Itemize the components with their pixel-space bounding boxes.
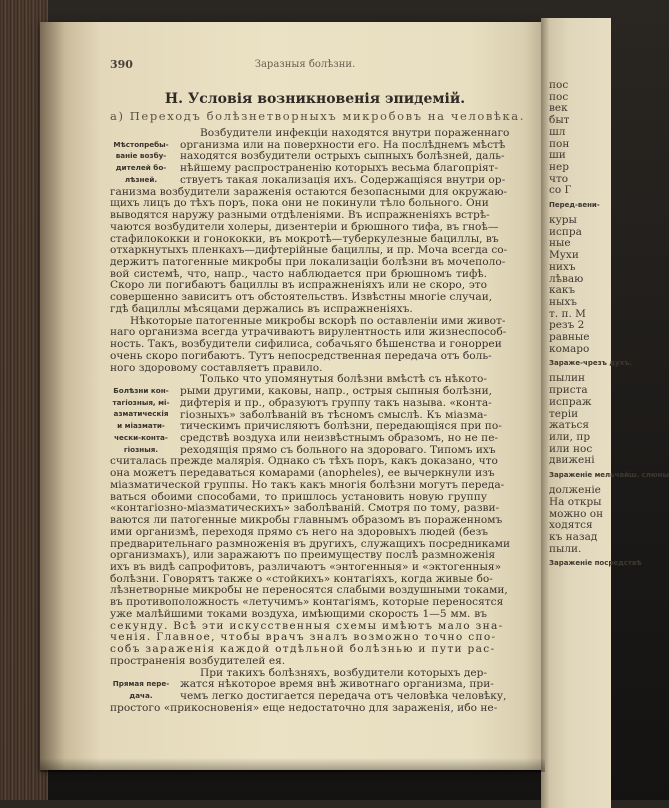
right-text-fragment: или нос	[549, 442, 593, 455]
right-text-fragment: шл	[549, 125, 566, 138]
right-text-fragment: лѣваю	[549, 272, 584, 285]
margin-note-line: тагіозныя, мі-	[112, 397, 170, 407]
subsection-title: а) Переходъ болѣзнетворныхъ микробовъ на человѣка.	[110, 109, 525, 123]
right-text-fragment: комаро	[549, 342, 590, 355]
running-head: Заразныя болѣзни.	[254, 59, 356, 70]
right-text-fragment: движені	[549, 454, 595, 467]
text-line: міазматической группы. Но такъ какъ многія болѣзни могутъ переда-	[110, 478, 505, 491]
margin-note-line: дителей бо-	[115, 163, 167, 173]
right-margin-note: Зараже-чрезъ духъ.	[549, 359, 633, 368]
text-line: щихъ лицъ до тѣхъ поръ, пока они не покинули тѣло больного. Они	[110, 197, 489, 210]
page-bottom-shadow	[40, 758, 545, 772]
text-line: реходящія прямо съ больного на здороваго. Типомъ ихъ	[180, 443, 496, 456]
right-text-fragment: Мухи	[549, 249, 579, 262]
text-line: Скоро ли погибаютъ бациллы въ испражненіяхъ или не скоро, это	[110, 279, 487, 292]
text-line: организмахъ), или заражаютъ по преимуществу послѣ размноженія	[110, 549, 496, 562]
right-text-fragment: можно он	[549, 507, 604, 520]
right-text-fragment: пос	[549, 90, 569, 103]
text-line: нѣйшему распространенію которыхъ весьма благопріят-	[180, 162, 499, 175]
text-line: Только что упомянутыя болѣзни вмѣстѣ съ нѣкото-	[200, 373, 487, 386]
text-line: держитъ патогенные микробы при локализаціи болѣзни въ мочеполо-	[110, 256, 506, 269]
right-text-fragment: со Г	[549, 184, 572, 197]
text-line: рыми другими, каковы, напр., острыя сыпныя болѣзни,	[180, 385, 492, 398]
text-line: совершенно зависитъ отъ обстоятельствъ. Извѣстны многіе случаи,	[110, 291, 493, 304]
text-line: гдѣ бациллы мѣсяцами держались въ испражненіяхъ.	[110, 302, 413, 315]
right-text-fragment: т. п. М	[549, 307, 586, 320]
text-line: «контагіозно-міазматическихъ» заболѣваній. Смотря по тому, разви-	[110, 502, 500, 515]
text-line: болѣзни. Говорятъ также о «стойкихъ» контагіяхъ, когда живые бо-	[110, 572, 493, 585]
right-text-fragment: пон	[549, 137, 570, 150]
text-line: выводятся наружу разными отдѣленіями. Въ испражненіяхъ встрѣ-	[110, 209, 490, 222]
margin-note-line: Болѣзни кон-	[113, 386, 169, 396]
right-page	[541, 18, 669, 808]
text-line: ими организмѣ, переходя прямо съ него на здоровыхъ людей (безъ	[110, 525, 489, 538]
margin-note-line: дача.	[129, 691, 153, 700]
text-line: тическимъ причисляютъ болѣзни, передающіяся при по-	[180, 420, 502, 433]
right-text-fragment: теріи	[549, 407, 579, 420]
page-number: 390	[110, 58, 133, 71]
text-line: дифтерія и пр., образуютъ группу такъ называ. «конта-	[180, 396, 492, 409]
right-text-fragment: къ назад	[549, 530, 598, 543]
text-line: вой системѣ, что, напр., часто наблюдается при брюшномъ тифѣ.	[110, 267, 487, 280]
text-line: ность. Такъ, возбудители сифилиса, собачьяго бѣшенства и гонорреи	[110, 338, 502, 351]
right-text-fragment: испраж	[549, 395, 592, 408]
text-line: Возбудители инфекціи находятся внутри пораженнаго	[200, 127, 510, 139]
left-page	[40, 22, 545, 770]
text-line: отхаркнутыхъ пленкахъ—дифтерійные бациллы, и пр. Моча всегда со-	[110, 244, 508, 257]
right-text-fragment: или, пр	[549, 430, 591, 443]
right-text-fragment: что	[549, 172, 569, 185]
right-text-fragment: На откры	[549, 495, 602, 508]
right-text-fragment: испра	[549, 225, 582, 238]
text-line: простого «прикосновенія» еще недостаточно для зараженія, ибо не-	[110, 701, 498, 714]
text-line: собъ зараженія каждой отдѣльной болѣзнью и пути рас-	[110, 643, 496, 656]
text-line: чаются возбудители холеры, дизентеріи и брюшного тифа, въ гноѣ—	[110, 220, 499, 233]
text-line: Нѣкоторые патогенные микробы вскорѣ по оставленіи ими живот-	[130, 314, 506, 327]
text-line: предварительнаго размноженія въ другихъ, служащихъ посредниками	[110, 537, 511, 550]
margin-note	[106, 139, 176, 186]
text-line: лѣзнетворные микробы не переносятся слабыми воздушными токами,	[110, 584, 508, 597]
right-text-fragment: ши	[549, 149, 566, 162]
text-line: уже малѣйшими токами воздуха, имѣющими скорость 1—5 мм. въ	[110, 607, 487, 620]
right-text-fragment: нер	[549, 160, 569, 173]
margin-note	[106, 385, 176, 455]
text-line: ихъ въ видѣ сапрофитовъ, различаютъ «энтогенныя» и «эктогенныя»	[110, 561, 502, 573]
text-line: ваются ли патогенные микробы главнымъ образомъ въ пораженномъ	[110, 514, 503, 527]
right-text-fragment: ныхъ	[549, 295, 577, 308]
margin-note-line: и міазмати-	[117, 421, 165, 431]
text-line: наго организма всегда утрачиваютъ вирулентность или жизнеспособ-	[110, 326, 507, 339]
margin-note-line: гіозныя.	[123, 444, 159, 454]
right-text-fragment: какъ	[549, 284, 576, 297]
text-line: ганизма возбудители зараженія остаются безопасными для окружаю-	[110, 185, 508, 198]
text-line: въ противоположность «летучимъ» контагіямъ, которые переносятся	[110, 596, 504, 609]
right-margin-note: Зараженіе мельчайш. слюны	[549, 471, 669, 480]
right-text-fragment: ходятся	[549, 519, 593, 532]
right-margin-note: Перед-вени-	[549, 201, 600, 210]
right-text-fragment: ные	[549, 237, 571, 250]
text-line: ваться обоими способами, то пришлось установить новую группу	[110, 490, 487, 503]
text-line: жатся нѣкоторое время внѣ животнаго организма, при-	[180, 678, 494, 691]
text-line: ного здоровому составляетъ правило.	[110, 361, 323, 374]
margin-note-line: Мѣстопребы-	[113, 139, 169, 149]
right-text-fragment: равные	[549, 331, 590, 344]
text-line: она можетъ передаваться комарами (anopheles), ее вычеркнули изъ	[110, 467, 495, 480]
right-text-fragment: долженіе	[549, 484, 601, 497]
margin-note-line: Прямая пере-	[112, 679, 170, 689]
text-line: пространенія возбудителей ея.	[110, 654, 286, 667]
right-text-fragment: пылин	[549, 372, 586, 385]
right-text-fragment: пыли.	[549, 542, 582, 555]
text-line: организма или на поверхности его. На послѣднемъ мѣстѣ	[180, 138, 506, 151]
right-text-fragment: жаться	[549, 419, 589, 432]
right-text-fragment: быт	[549, 114, 570, 127]
right-text-fragment: куры	[549, 214, 577, 227]
right-text-fragment: пос	[549, 79, 569, 91]
text-line: очень скоро погибаютъ. Тутъ непосредственная передача отъ боль-	[110, 349, 492, 362]
text-line: считалась прежде малярія. Однако съ тѣхъ поръ, какъ доказано, что	[110, 455, 498, 468]
section-title: Н. Условія возникновенія эпидемій.	[164, 91, 466, 107]
text-line: секунду. Всѣ эти искусственныя схемы имѣютъ мало зна-	[110, 619, 504, 632]
margin-note	[106, 678, 176, 701]
text-line: средствѣ воздуха или неизвѣстнымъ образомъ, но не пе-	[180, 431, 499, 444]
right-text-fragment: нихъ	[549, 260, 576, 273]
margin-note-line: азматическія	[113, 409, 169, 419]
right-text-fragment: век	[549, 102, 568, 115]
text-line: чемъ легко достигается передача отъ человѣка человѣку,	[180, 690, 507, 703]
text-line: стафилококки и гонококки, въ мокротѣ—туберкулезные бациллы, въ	[110, 232, 499, 245]
margin-note-line: ваніе возбу-	[115, 151, 167, 161]
text-line: При такихъ болѣзняхъ, возбудители которыхъ дер-	[200, 666, 487, 679]
text-line: ченія. Главное, чтобы врачъ зналъ возможно точно спо-	[110, 631, 497, 644]
margin-note-line: лѣзней.	[124, 174, 158, 184]
right-page-text	[549, 80, 669, 573]
text-line: находятся возбудители острыхъ сыпныхъ болѣзней, даль-	[180, 150, 505, 163]
right-margin-note: Зараженіе посредствѣ	[549, 559, 642, 568]
text-line: ствуетъ такая локализація ихъ. Содержащіяся внутри ор-	[180, 173, 506, 186]
right-text-fragment: резъ 2	[549, 319, 585, 332]
right-text-fragment: приста	[549, 384, 588, 397]
text-line: гіозныхъ» заболѣваній въ тѣсномъ смыслѣ. Къ міазма-	[180, 408, 487, 421]
margin-note-line: чески-конта-	[114, 432, 168, 442]
